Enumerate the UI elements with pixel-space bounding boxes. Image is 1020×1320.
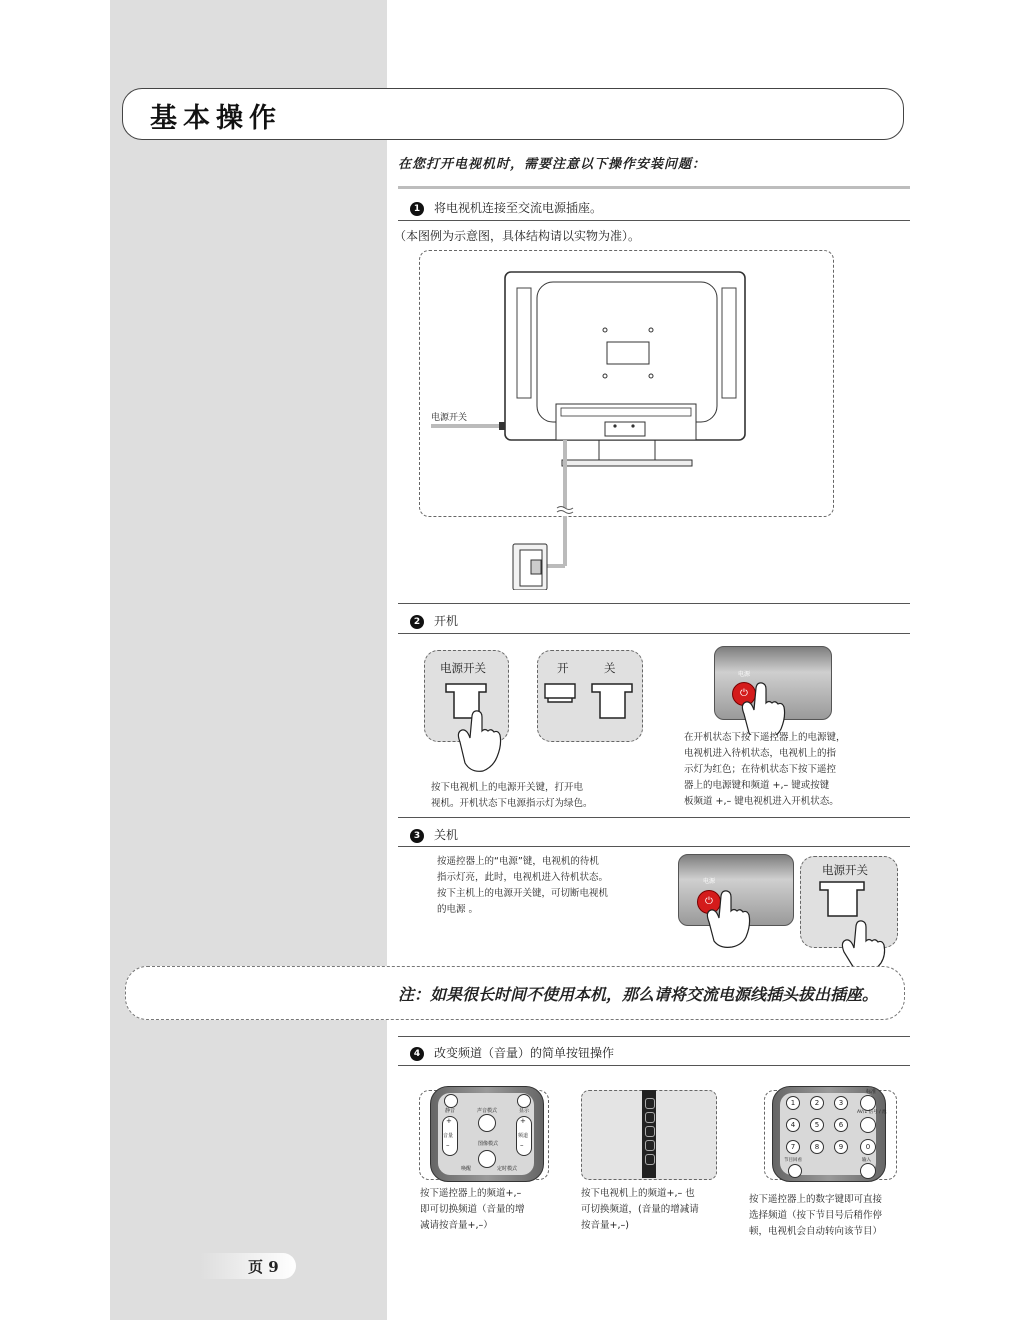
step1-title: 将电视机连接至交流电源插座。: [434, 201, 603, 215]
mute-label: 静音: [445, 1108, 456, 1114]
number-key-4[interactable]: 4: [786, 1118, 800, 1132]
picture-mode-button[interactable]: [478, 1150, 496, 1168]
step2-desc-left: 按下电视机上的电源开关键，打开电 视机。开机状态下电源指示灯为绿色。: [431, 782, 593, 809]
source-button[interactable]: [860, 1117, 876, 1133]
number-key-9[interactable]: 9: [834, 1140, 848, 1154]
side-button[interactable]: [645, 1140, 655, 1151]
channel-plus: +: [520, 1117, 526, 1125]
number-key-1[interactable]: 1: [786, 1096, 800, 1110]
divider: [398, 603, 910, 604]
step4-heading: [410, 1044, 614, 1061]
step-number-badge: 2: [410, 615, 424, 629]
side-button[interactable]: [645, 1112, 655, 1123]
tv-back-illustration: [419, 250, 832, 590]
recall-button[interactable]: [788, 1164, 802, 1178]
channel-minus: –: [520, 1141, 524, 1149]
step2-desc-right: 在开机状态下按下遥控器上的电源键， 电视机进入待机状态，电视机上的指 示灯为红色；在待机状态下按下遥控 器上的电源键和频道 +,– 键或按键 板频道 +,– 键电视机进入开机状态。: [684, 732, 846, 807]
divider: [398, 186, 910, 189]
power-switch-box-label: 电源开关: [440, 661, 486, 675]
divider: [398, 1036, 910, 1037]
remote-power-label: 电源: [703, 878, 716, 885]
number-key-0[interactable]: 0: [860, 1139, 876, 1155]
step-number-badge: 1: [410, 202, 424, 216]
step-number-badge: 4: [410, 1047, 424, 1061]
switch-press-illustration: [800, 856, 900, 976]
step4-desc2: 按下电视机上的频道+,– 也 可切换频道，(音量的增减请 按音量+,–): [581, 1188, 699, 1231]
step-number-badge: 3: [410, 829, 424, 843]
number-key-7[interactable]: 7: [786, 1140, 800, 1154]
display-button[interactable]: [517, 1094, 531, 1108]
mute-button[interactable]: [444, 1094, 458, 1108]
number-key-3[interactable]: 3: [834, 1096, 848, 1110]
divider: [398, 1065, 910, 1066]
source-label: AV/1 信号 / 池: [857, 1110, 887, 1115]
number-key-5[interactable]: 5: [810, 1118, 824, 1132]
channel-label: 频道: [518, 1133, 529, 1139]
side-button[interactable]: [645, 1098, 655, 1109]
step2-heading: [410, 612, 458, 629]
power-icon: ⏻: [697, 890, 721, 914]
divider: [398, 817, 910, 818]
number-key-2[interactable]: 2: [810, 1096, 824, 1110]
remote-power-label: 电源: [738, 671, 751, 678]
on-off-illustration: [537, 650, 641, 740]
step4-title: 改变频道（音量）的简单按钮操作: [434, 1046, 615, 1060]
enter-label: 输入: [862, 1158, 871, 1163]
divider: [398, 633, 910, 634]
step3-heading: [410, 826, 458, 843]
step4-desc1: 按下遥控器上的频道+,– 即可切换频道（音量的增 减请按音量+,–）: [420, 1188, 525, 1231]
picture-mode-label: 图像模式: [478, 1141, 499, 1147]
sound-mode-button[interactable]: [478, 1114, 496, 1132]
power-switch-box-label: 电源开关: [822, 863, 868, 877]
number-key-6[interactable]: 6: [834, 1118, 848, 1132]
volume-plus: +: [446, 1117, 452, 1125]
side-button[interactable]: [645, 1154, 655, 1165]
off-label: 关: [604, 661, 616, 675]
sidebar-band: [110, 0, 387, 1320]
step3-title: 关机: [434, 828, 459, 842]
step3-desc: 按遥控器上的“电源”键，电视机的待机 指示灯亮，此时，电视机进入待机状态。 按下主机上的电源开关键，可切断电视机 的电源 。: [437, 856, 609, 915]
sound-mode-label: 声音模式: [477, 1108, 498, 1114]
menu-label: 标准: [866, 1089, 877, 1095]
enter-button[interactable]: [860, 1163, 876, 1179]
display-label: 显示: [519, 1108, 530, 1114]
hand-icon: [730, 680, 790, 735]
number-key-8[interactable]: 8: [810, 1140, 824, 1154]
page-number: 页 9: [248, 1258, 279, 1276]
divider: [398, 220, 910, 221]
note-text: 注：如果很长时间不使用本机，那么请将交流电源线插头拔出插座。: [398, 985, 879, 1004]
page-title: 基本操作: [150, 103, 282, 134]
volume-minus: –: [446, 1141, 450, 1149]
divider: [398, 846, 910, 847]
power-switch-label: 电源开关: [431, 413, 468, 423]
step1-heading: [410, 199, 602, 216]
power-icon: ⏻: [732, 682, 756, 706]
hand-icon: [695, 888, 755, 948]
intro-text: 在您打开电视机时，需要注意以下操作安装问题：: [398, 157, 707, 172]
step1-caption: （本图例为示意图，具体结构请以实物为准）。: [394, 229, 641, 243]
switch-press-illustration: [424, 650, 524, 790]
side-button[interactable]: [645, 1126, 655, 1137]
sleep-label: 定时模式: [497, 1166, 518, 1172]
recall-label: 节目回看: [784, 1158, 802, 1163]
wake-label: 唤醒: [461, 1166, 472, 1172]
step4-desc3: 按下遥控器上的数字键即可直接 选择频道（按下节目号后稍作停 顿，电视机会自动转向该节目）: [749, 1194, 883, 1237]
step2-title: 开机: [434, 614, 459, 628]
volume-label: 音量: [443, 1133, 454, 1139]
on-label: 开: [557, 661, 569, 675]
